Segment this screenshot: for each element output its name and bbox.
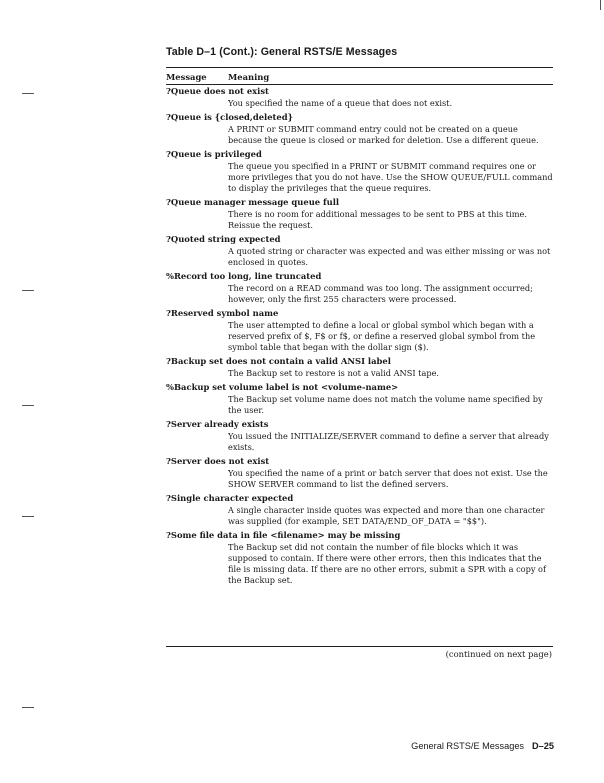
message-meaning: You specified the name of a queue that does not exist.: [228, 98, 453, 108]
message-name: ?Server already exists: [166, 419, 269, 429]
margin-mark: [600, 0, 601, 10]
table-row: [166, 148, 556, 196]
table-row: [166, 492, 556, 529]
message-meaning: A single character inside quotes was expected and more than one character was supplied (for example, SET DATA/END_OF_DATA = "$$").: [228, 505, 545, 526]
table-row: [166, 355, 556, 381]
message-name: %Backup set volume label is not <volume-name>: [166, 382, 399, 392]
table-row: [166, 381, 556, 418]
margin-mark: [22, 405, 34, 406]
message-name: ?Queue is {closed,deleted}: [166, 112, 293, 122]
message-meaning: A PRINT or SUBMIT command entry could not be created on a queue because the queue is closed or marked for deletion. Use a different queue.: [228, 124, 539, 145]
message-meaning: The record on a READ command was too long. The assignment occurred; however, only the first 255 characters were processed.: [228, 283, 533, 304]
message-meaning: The queue you specified in a PRINT or SUBMIT command requires one or more privileges that you do not have. Use the SHOW QUEUE/FULL command to display the privileges that the queue requires.: [228, 161, 553, 193]
message-meaning: The Backup set to restore is not a valid ANSI tape.: [228, 368, 440, 378]
message-name: ?Reserved symbol name: [166, 308, 279, 318]
message-name: ?Queue manager message queue full: [166, 197, 340, 207]
column-header-meaning: Meaning: [228, 72, 270, 82]
message-name: %Record too long, line truncated: [166, 271, 322, 281]
table-top-rule: [166, 67, 553, 68]
message-name: ?Some file data in file <filename> may be missing: [166, 530, 401, 540]
table-row: [166, 233, 556, 270]
footer-title: General RSTS/E Messages: [411, 741, 525, 751]
table-bottom-rule: [166, 646, 553, 647]
margin-mark: [22, 93, 34, 94]
message-name: ?Quoted string expected: [166, 234, 281, 244]
table-row: [166, 307, 556, 355]
message-name: ?Single character expected: [166, 493, 294, 503]
page-footer: [411, 741, 554, 751]
message-meaning: There is no room for additional messages to be sent to PBS at this time. Reissue the request.: [228, 209, 527, 230]
table-row: [166, 529, 556, 588]
message-name: ?Queue does not exist: [166, 86, 269, 96]
margin-mark: [22, 290, 34, 291]
message-meaning: The Backup set did not contain the number of file blocks which it was supposed to contain. If there were other errors, then this indicates that the file is missing data. If there are no other errors, submit a SPR with a copy of the Backup set.: [228, 542, 547, 585]
margin-mark: [22, 707, 34, 708]
table-row: [166, 455, 556, 492]
table-title: Table D–1 (Cont.): General RSTS/E Messages: [166, 46, 398, 58]
table-row: [166, 111, 556, 148]
message-meaning: The Backup set volume name does not match the volume name specified by the user.: [228, 394, 543, 415]
table-row: [166, 270, 556, 307]
page-number: D–25: [532, 741, 554, 751]
column-header-message: Message: [166, 72, 207, 82]
table-row: [166, 196, 556, 233]
margin-mark: [22, 516, 34, 517]
message-meaning: You specified the name of a print or batch server that does not exist. Use the SHOW SERVER command to list the defined servers.: [228, 468, 548, 489]
message-meaning: You issued the INITIALIZE/SERVER command to define a server that already exists.: [228, 431, 549, 452]
message-meaning: The user attempted to define a local or global symbol which began with a reserved prefix of $, F$ or f$, or define a reserved global symbol from the symbol table that began with the dollar sign ($).: [228, 320, 536, 352]
table-row: [166, 418, 556, 455]
message-meaning: A quoted string or character was expected and was either missing or was not enclosed in quotes.: [228, 246, 551, 267]
message-name: ?Server does not exist: [166, 456, 270, 466]
message-name: ?Backup set does not contain a valid ANSI label: [166, 356, 391, 366]
continued-note: (continued on next page): [445, 649, 552, 659]
message-name: ?Queue is privileged: [166, 149, 262, 159]
message-table: [166, 85, 556, 588]
table-row: [166, 85, 556, 111]
